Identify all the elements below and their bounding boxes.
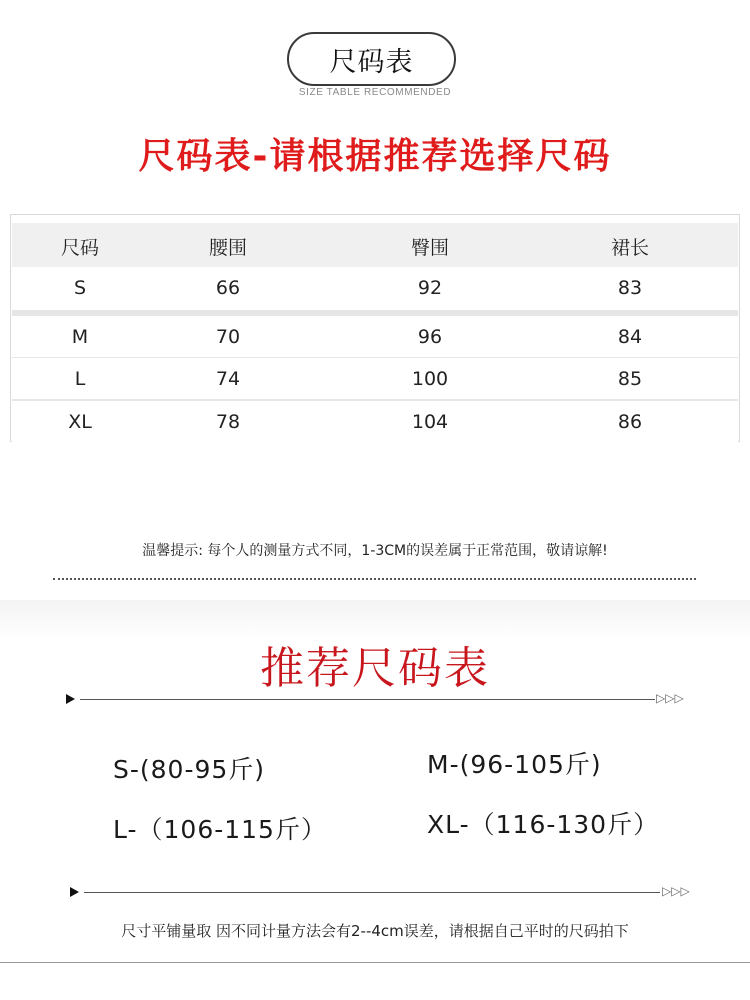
cell-size: L: [74, 368, 86, 390]
column-header-waist: 腰围: [208, 236, 247, 259]
page-title: 尺码表-请根据推荐选择尺码: [138, 136, 612, 177]
horizontal-rule: [80, 699, 655, 700]
cell-length: 83: [617, 277, 643, 299]
table-row: [12, 358, 738, 400]
triangle-arrows-icon: ▷▷▷: [656, 691, 684, 705]
size-table-badge: [287, 32, 456, 86]
cell-hip: 100: [411, 368, 449, 390]
cell-waist: 66: [215, 277, 241, 299]
column-header-size: 尺码: [60, 236, 99, 259]
cell-length: 84: [617, 326, 643, 348]
table-row: [12, 267, 738, 309]
dotted-divider: [53, 578, 696, 580]
table-row: [12, 316, 738, 358]
bottom-divider: [0, 962, 750, 963]
cell-hip: 92: [417, 277, 443, 299]
badge-title: 尺码表: [329, 46, 414, 78]
badge-subtitle: SIZE TABLE RECOMMENDED: [298, 87, 452, 98]
triangle-arrows-icon: ▷▷▷: [662, 884, 690, 898]
cell-hip: 96: [417, 326, 443, 348]
recommend-item-m: M-(96-105斤): [427, 750, 602, 779]
cell-size: XL: [68, 411, 92, 433]
recommend-item-l: L-（106-115斤）: [113, 815, 327, 844]
cell-waist: 70: [215, 326, 241, 348]
recommend-item-xl: XL-（116-130斤）: [427, 810, 660, 839]
cell-waist: 78: [215, 411, 241, 433]
column-header-hip: 臀围: [410, 236, 449, 259]
arrow-right-icon: [66, 694, 75, 704]
cell-hip: 104: [411, 411, 449, 433]
cell-length: 86: [617, 411, 643, 433]
cell-length: 85: [617, 368, 643, 390]
horizontal-rule: [84, 892, 660, 893]
cell-waist: 74: [215, 368, 241, 390]
measurement-footer-note: 尺寸平铺量取 因不同计量方法会有2--4cm误差，请根据自己平时的尺码拍下: [121, 922, 629, 940]
cell-size: M: [71, 326, 89, 348]
table-header-row: [12, 223, 738, 269]
arrow-right-icon: [70, 887, 79, 897]
recommend-title: 推荐尺码表: [260, 643, 490, 694]
cell-size: S: [73, 277, 87, 299]
recommend-item-s: S-(80-95斤): [113, 755, 266, 784]
column-header-length: 裙长: [610, 236, 649, 259]
table-row: [12, 401, 738, 443]
measurement-notice: 温馨提示: 每个人的测量方式不同，1-3CM的误差属于正常范围，敬请谅解!: [142, 543, 608, 559]
